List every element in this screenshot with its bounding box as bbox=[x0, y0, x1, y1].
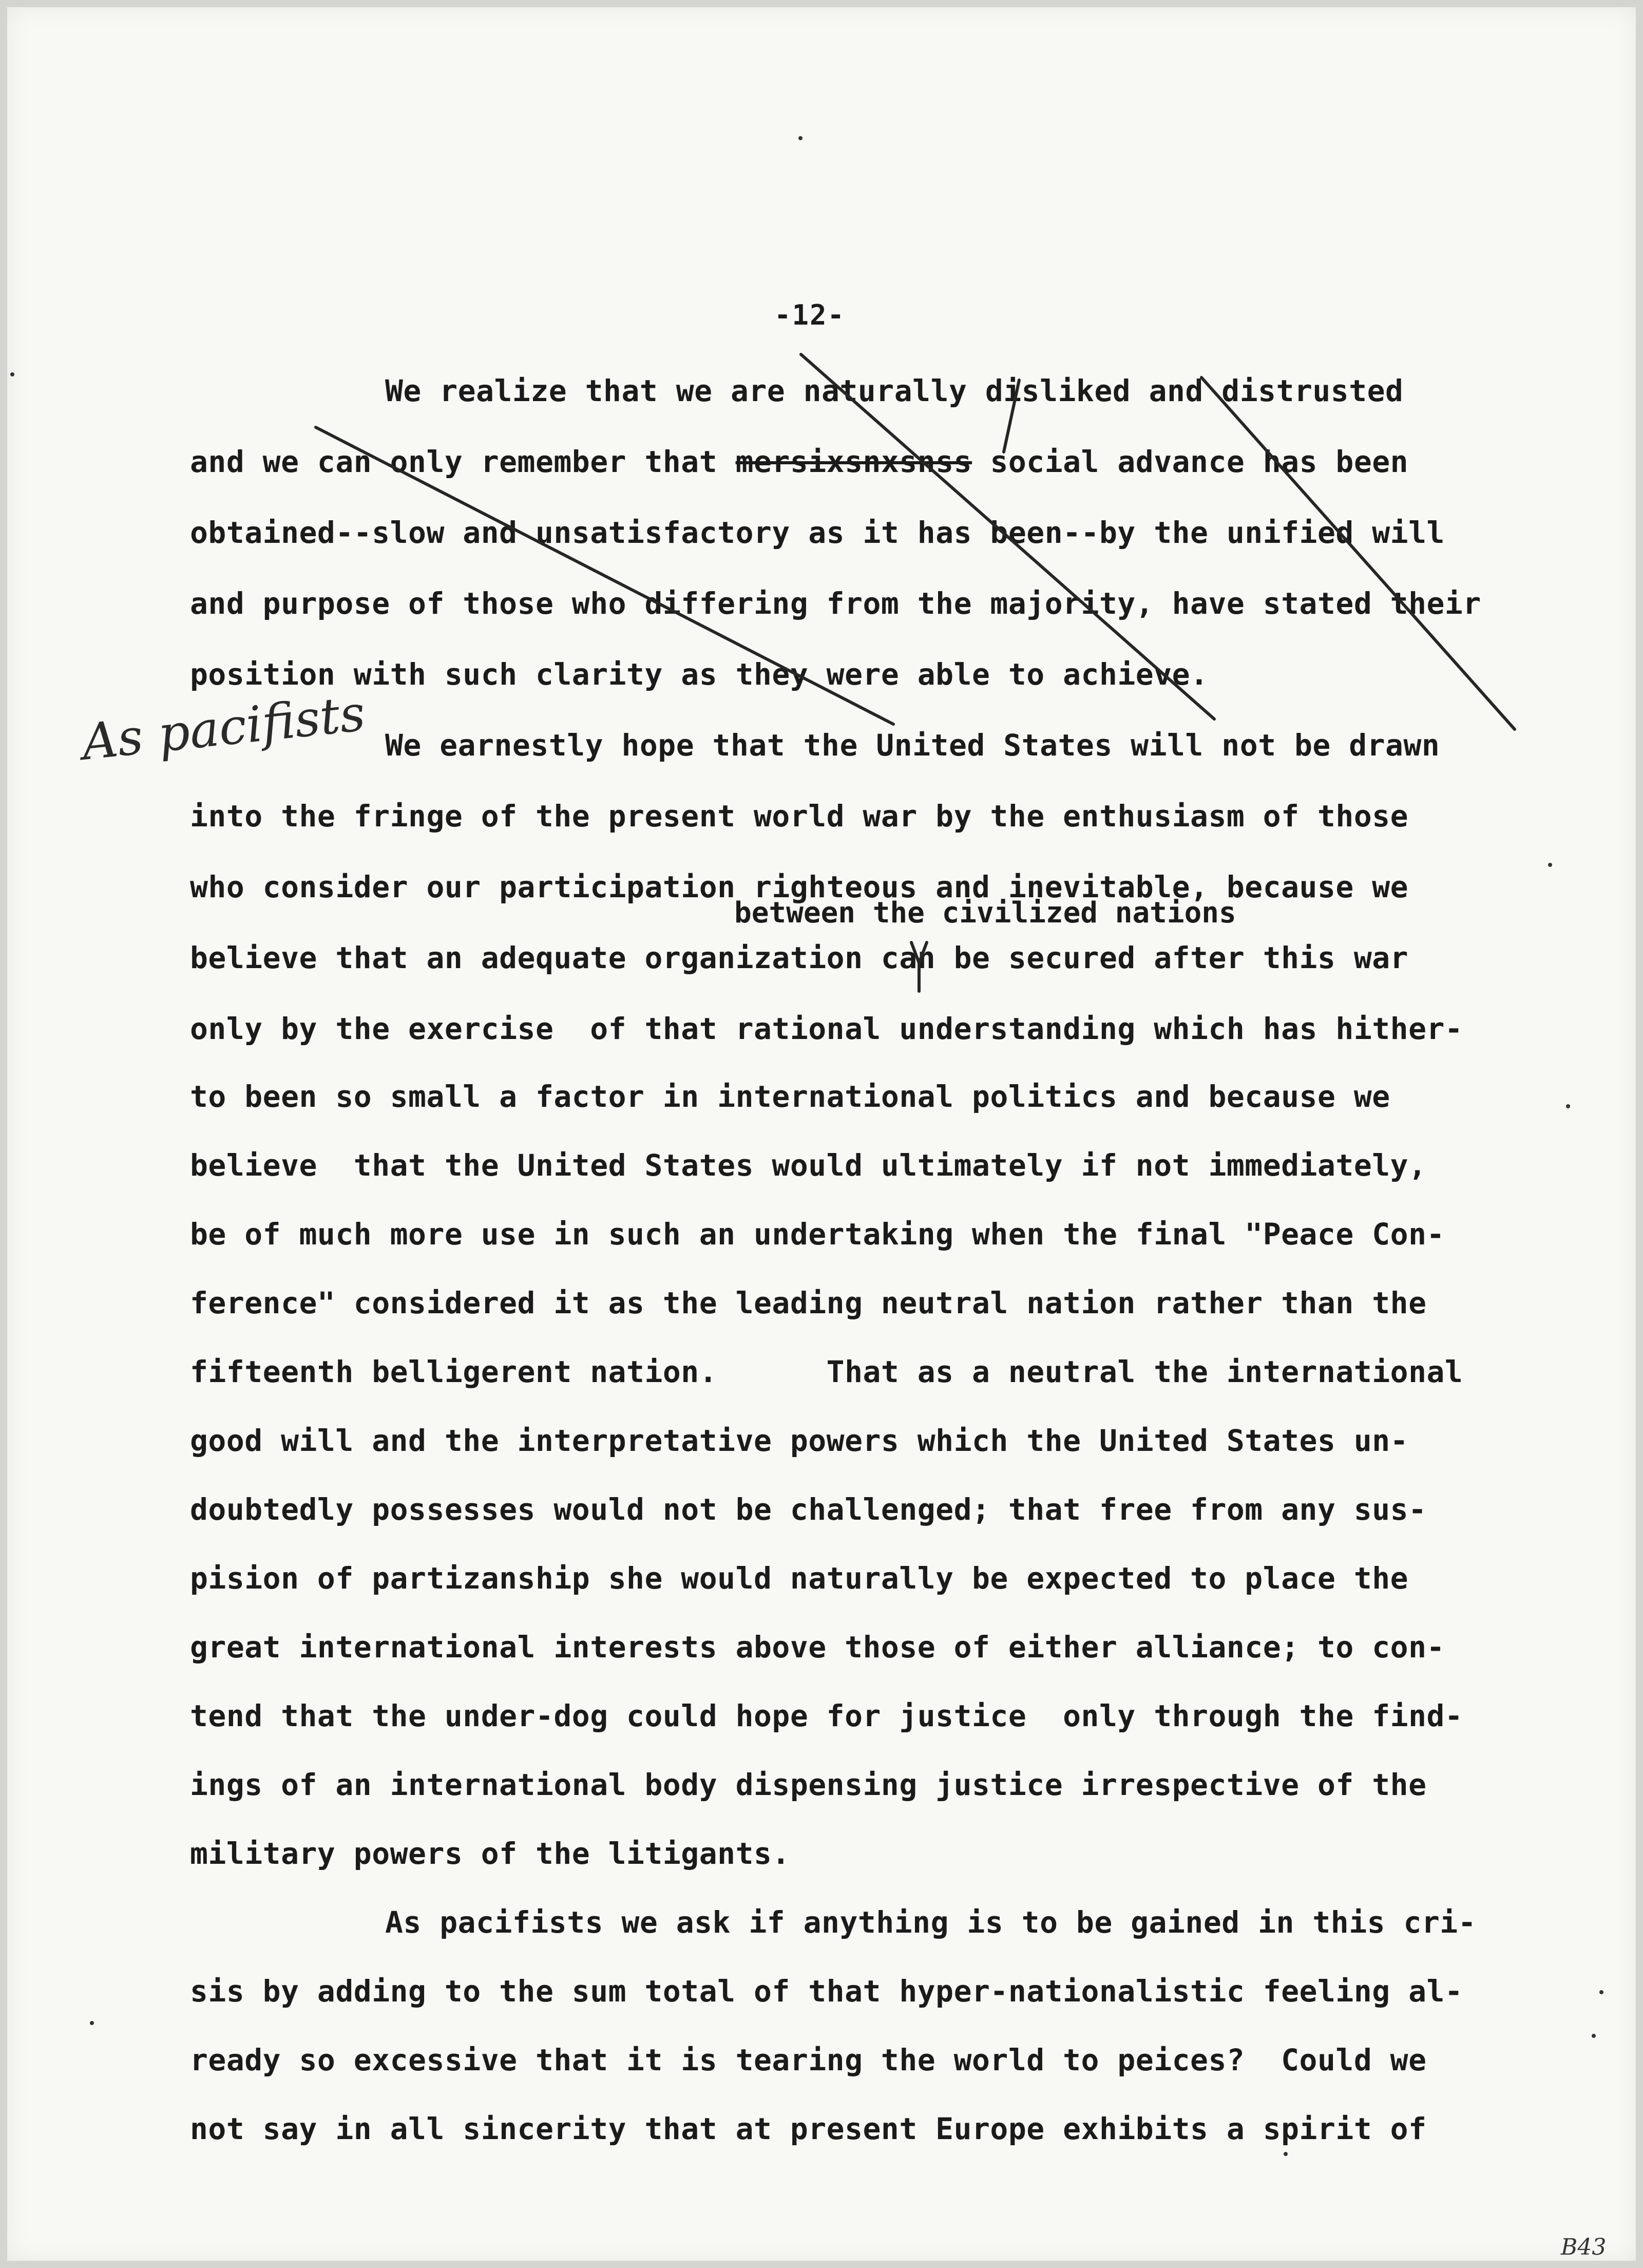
scan-speck bbox=[1284, 2152, 1288, 2156]
text-line: We realize that we are naturally disliked and distrusted bbox=[385, 373, 1404, 408]
text-line: to been so small a factor in international politics and because we bbox=[190, 1079, 1390, 1114]
interlinear-insertion: between the civilized nations bbox=[734, 896, 1236, 930]
page-number: -12- bbox=[774, 299, 846, 331]
text-line: pision of partizanship she would naturally be expected to place the bbox=[190, 1561, 1409, 1596]
scan-speck bbox=[90, 2021, 94, 2025]
scan-speck bbox=[1566, 1104, 1570, 1108]
text-line: good will and the interpretative powers which the United States un- bbox=[190, 1423, 1409, 1458]
text-line: military powers of the litigants. bbox=[190, 1836, 790, 1871]
archive-mark: B43 bbox=[1561, 2234, 1607, 2260]
text-line: into the fringe of the present world war by the enthusiasm of those bbox=[190, 799, 1409, 834]
scan-speck bbox=[798, 136, 803, 140]
struck-text: mersixsnxsnss bbox=[735, 444, 972, 479]
scan-speck bbox=[10, 372, 14, 376]
text-line: not say in all sincerity that at present Europe exhibits a spirit of bbox=[190, 2111, 1427, 2146]
text-line: believe that an adequate organization can be secured after this war bbox=[190, 940, 1409, 975]
text-line: be of much more use in such an undertaking when the final "Peace Con- bbox=[190, 1217, 1445, 1252]
text-segment: and we can only remember that bbox=[190, 444, 736, 479]
text-line: We earnestly hope that the United States will not be drawn bbox=[385, 728, 1440, 763]
text-segment: social advance has been bbox=[972, 444, 1409, 479]
text-line: ready so excessive that it is tearing the world to peices? Could we bbox=[190, 2043, 1427, 2077]
scan-speck bbox=[1599, 1990, 1603, 1994]
handwritten-margin-note: As pacifists bbox=[79, 684, 368, 771]
text-line: who consider our participation righteous and inevitable, because we bbox=[190, 870, 1409, 904]
text-line: only by the exercise of that rational understanding which has hither- bbox=[190, 1011, 1463, 1046]
scan-speck bbox=[1548, 863, 1552, 867]
pencil-strike-line bbox=[1201, 377, 1515, 729]
text-line: As pacifists we ask if anything is to be gained in this cri- bbox=[385, 1905, 1477, 1940]
text-line: ference" considered it as the leading neutral nation rather than the bbox=[190, 1286, 1427, 1320]
text-line: fifteenth belligerent nation. That as a neutral the international bbox=[190, 1354, 1463, 1389]
text-line: position with such clarity as they were able to achieve. bbox=[190, 657, 1209, 692]
text-line: believe that the United States would ultimately if not immediately, bbox=[190, 1148, 1427, 1183]
text-line: and purpose of those who differing from the majority, have stated their bbox=[190, 586, 1481, 621]
text-line: great international interests above those of either alliance; to con- bbox=[190, 1630, 1445, 1665]
text-line: doubtedly possesses would not be challenged; that free from any sus- bbox=[190, 1492, 1427, 1527]
text-line: sis by adding to the sum total of that hyper-nationalistic feeling al- bbox=[190, 1974, 1463, 2009]
text-line: tend that the under-dog could hope for justice only through the find- bbox=[190, 1698, 1463, 1733]
text-line: ings of an international body dispensing justice irrespective of the bbox=[190, 1767, 1427, 1802]
text-line bbox=[190, 444, 1409, 479]
scan-speck bbox=[1592, 2034, 1596, 2038]
text-line: obtained--slow and unsatisfactory as it has been--by the unified will bbox=[190, 515, 1445, 550]
